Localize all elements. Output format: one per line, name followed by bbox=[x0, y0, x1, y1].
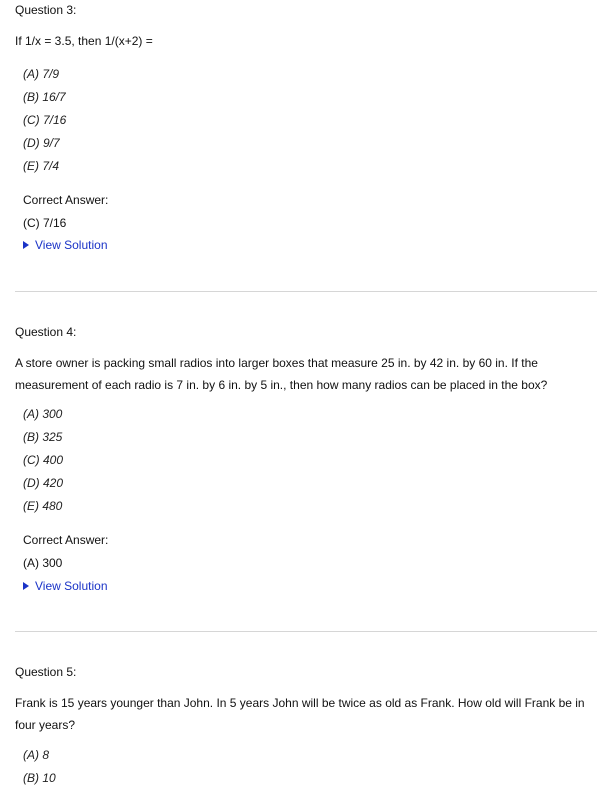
view-solution-link[interactable] bbox=[23, 238, 108, 252]
option-e: (E) 7/4 bbox=[23, 159, 60, 173]
view-solution-label: View Solution bbox=[35, 238, 108, 252]
option-a: (A) 7/9 bbox=[23, 67, 60, 81]
correct-answer-value: (A) 300 bbox=[23, 556, 63, 570]
option-c: (C) 7/16 bbox=[23, 113, 67, 127]
option-e: (E) 480 bbox=[23, 499, 63, 513]
question-4-text: A store owner is packing small radios into larger boxes that measure 25 in. by 42 in. by 60 in. If the measurement of each radio is 7 in. by 6 in. by 5 in., then how many radios can be placed in the box? bbox=[15, 356, 548, 392]
correct-answer-value: (C) 7/16 bbox=[23, 216, 67, 230]
question-3-text: If 1/x = 3.5, then 1/(x+2) = bbox=[15, 34, 153, 48]
view-solution-label: View Solution bbox=[35, 579, 108, 593]
option-c: (C) 400 bbox=[23, 453, 64, 467]
view-solution-link[interactable] bbox=[23, 579, 108, 593]
play-triangle-icon bbox=[23, 582, 29, 590]
question-4-title: Question 4: bbox=[15, 325, 77, 339]
option-b: (B) 10 bbox=[23, 771, 56, 785]
option-b: (B) 16/7 bbox=[23, 90, 66, 104]
option-d: (D) 420 bbox=[23, 476, 64, 490]
play-triangle-icon bbox=[23, 241, 29, 249]
question-3-title: Question 3: bbox=[15, 3, 77, 17]
question-5-text: Frank is 15 years younger than John. In 5 years John will be twice as old as Frank. How old will Frank be in four years? bbox=[15, 696, 585, 732]
divider bbox=[15, 291, 597, 292]
divider bbox=[15, 631, 597, 632]
option-a: (A) 8 bbox=[23, 748, 50, 762]
option-b: (B) 325 bbox=[23, 430, 63, 444]
option-a: (A) 300 bbox=[23, 407, 63, 421]
option-d: (D) 9/7 bbox=[23, 136, 60, 150]
correct-answer-label: Correct Answer: bbox=[23, 193, 109, 207]
question-5-title: Question 5: bbox=[15, 665, 77, 679]
correct-answer-label: Correct Answer: bbox=[23, 533, 109, 547]
